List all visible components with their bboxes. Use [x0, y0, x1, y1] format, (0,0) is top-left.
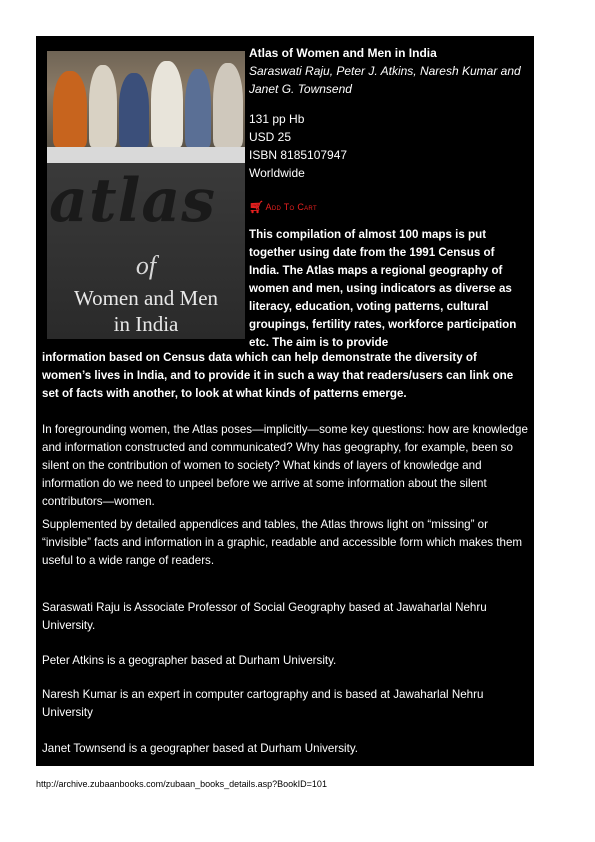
cover-band: [47, 147, 245, 163]
book-isbn: ISBN 8185107947: [249, 148, 348, 162]
cover-subtitle: [47, 285, 245, 337]
description-paragraph-1: In foregrounding women, the Atlas poses—implicitly—some key questions: how are knowledge and information constructed and communicated? Why has geography, for example, been so silent on the contribution of women to society? What kinds of layers of knowledge and information do we need to unpeel before we arrive at some information about the silent contributors—women.: [42, 423, 528, 508]
cover-subtitle-line2: in India: [113, 312, 179, 336]
add-to-cart-label: Add To Cart: [265, 202, 317, 212]
author-bio-townsend: Janet Townsend is a geographer based at Durham University.: [42, 742, 358, 755]
add-to-cart-link[interactable]: [249, 198, 317, 216]
cover-of-word: of: [135, 251, 157, 280]
author-bio-atkins: Peter Atkins is a geographer based at Durham University.: [42, 654, 337, 667]
description-intro: This compilation of almost 100 maps is put together using date from the 1991 Census of India. The Atlas maps a regional geography of women and men, using indicators as diverse as literacy, education, voting patterns, cultural groupings, fertility rates, workforce participation etc. The aim is to provide: [249, 228, 517, 349]
book-cover-image: [47, 51, 245, 339]
book-pages: 131 pp Hb: [249, 112, 305, 126]
author-bio-raju: Saraswati Raju is Associate Professor of Social Geography based at Jawaharlal Nehru University.: [42, 601, 487, 632]
source-url: http://archive.zubaanbooks.com/zubaan_books_details.asp?BookID=101: [36, 779, 327, 789]
book-title: Atlas of Women and Men in India: [249, 46, 437, 60]
book-meta: [249, 44, 529, 216]
book-details-panel: [36, 36, 534, 766]
cover-photo: [47, 51, 245, 147]
cover-subtitle-line1: Women and Men: [73, 286, 219, 310]
book-authors: Saraswati Raju, Peter J. Atkins, Naresh Kumar and Janet G. Townsend: [249, 64, 521, 96]
cover-atlas-word: atlas: [49, 166, 217, 236]
description-intro-continued: information based on Census data which can help demonstrate the diversity of women’s lives in India, and to provide it in such a way that readers/users can link one set of facts with another, to look at what kinds of patterns emerge.: [42, 351, 514, 400]
book-price: USD 25: [249, 130, 292, 144]
book-facts: [249, 110, 529, 182]
cart-icon: 🛒︎: [249, 200, 265, 214]
book-rights: Worldwide: [249, 166, 305, 180]
author-bio-kumar: Naresh Kumar is an expert in computer cartography and is based at Jawaharlal Nehru University: [42, 688, 484, 719]
description-paragraph-2: Supplemented by detailed appendices and tables, the Atlas throws light on “missing” or “invisible” facts and information in a graphic, readable and accessible form which makes them useful to a wide range of readers.: [42, 518, 523, 567]
